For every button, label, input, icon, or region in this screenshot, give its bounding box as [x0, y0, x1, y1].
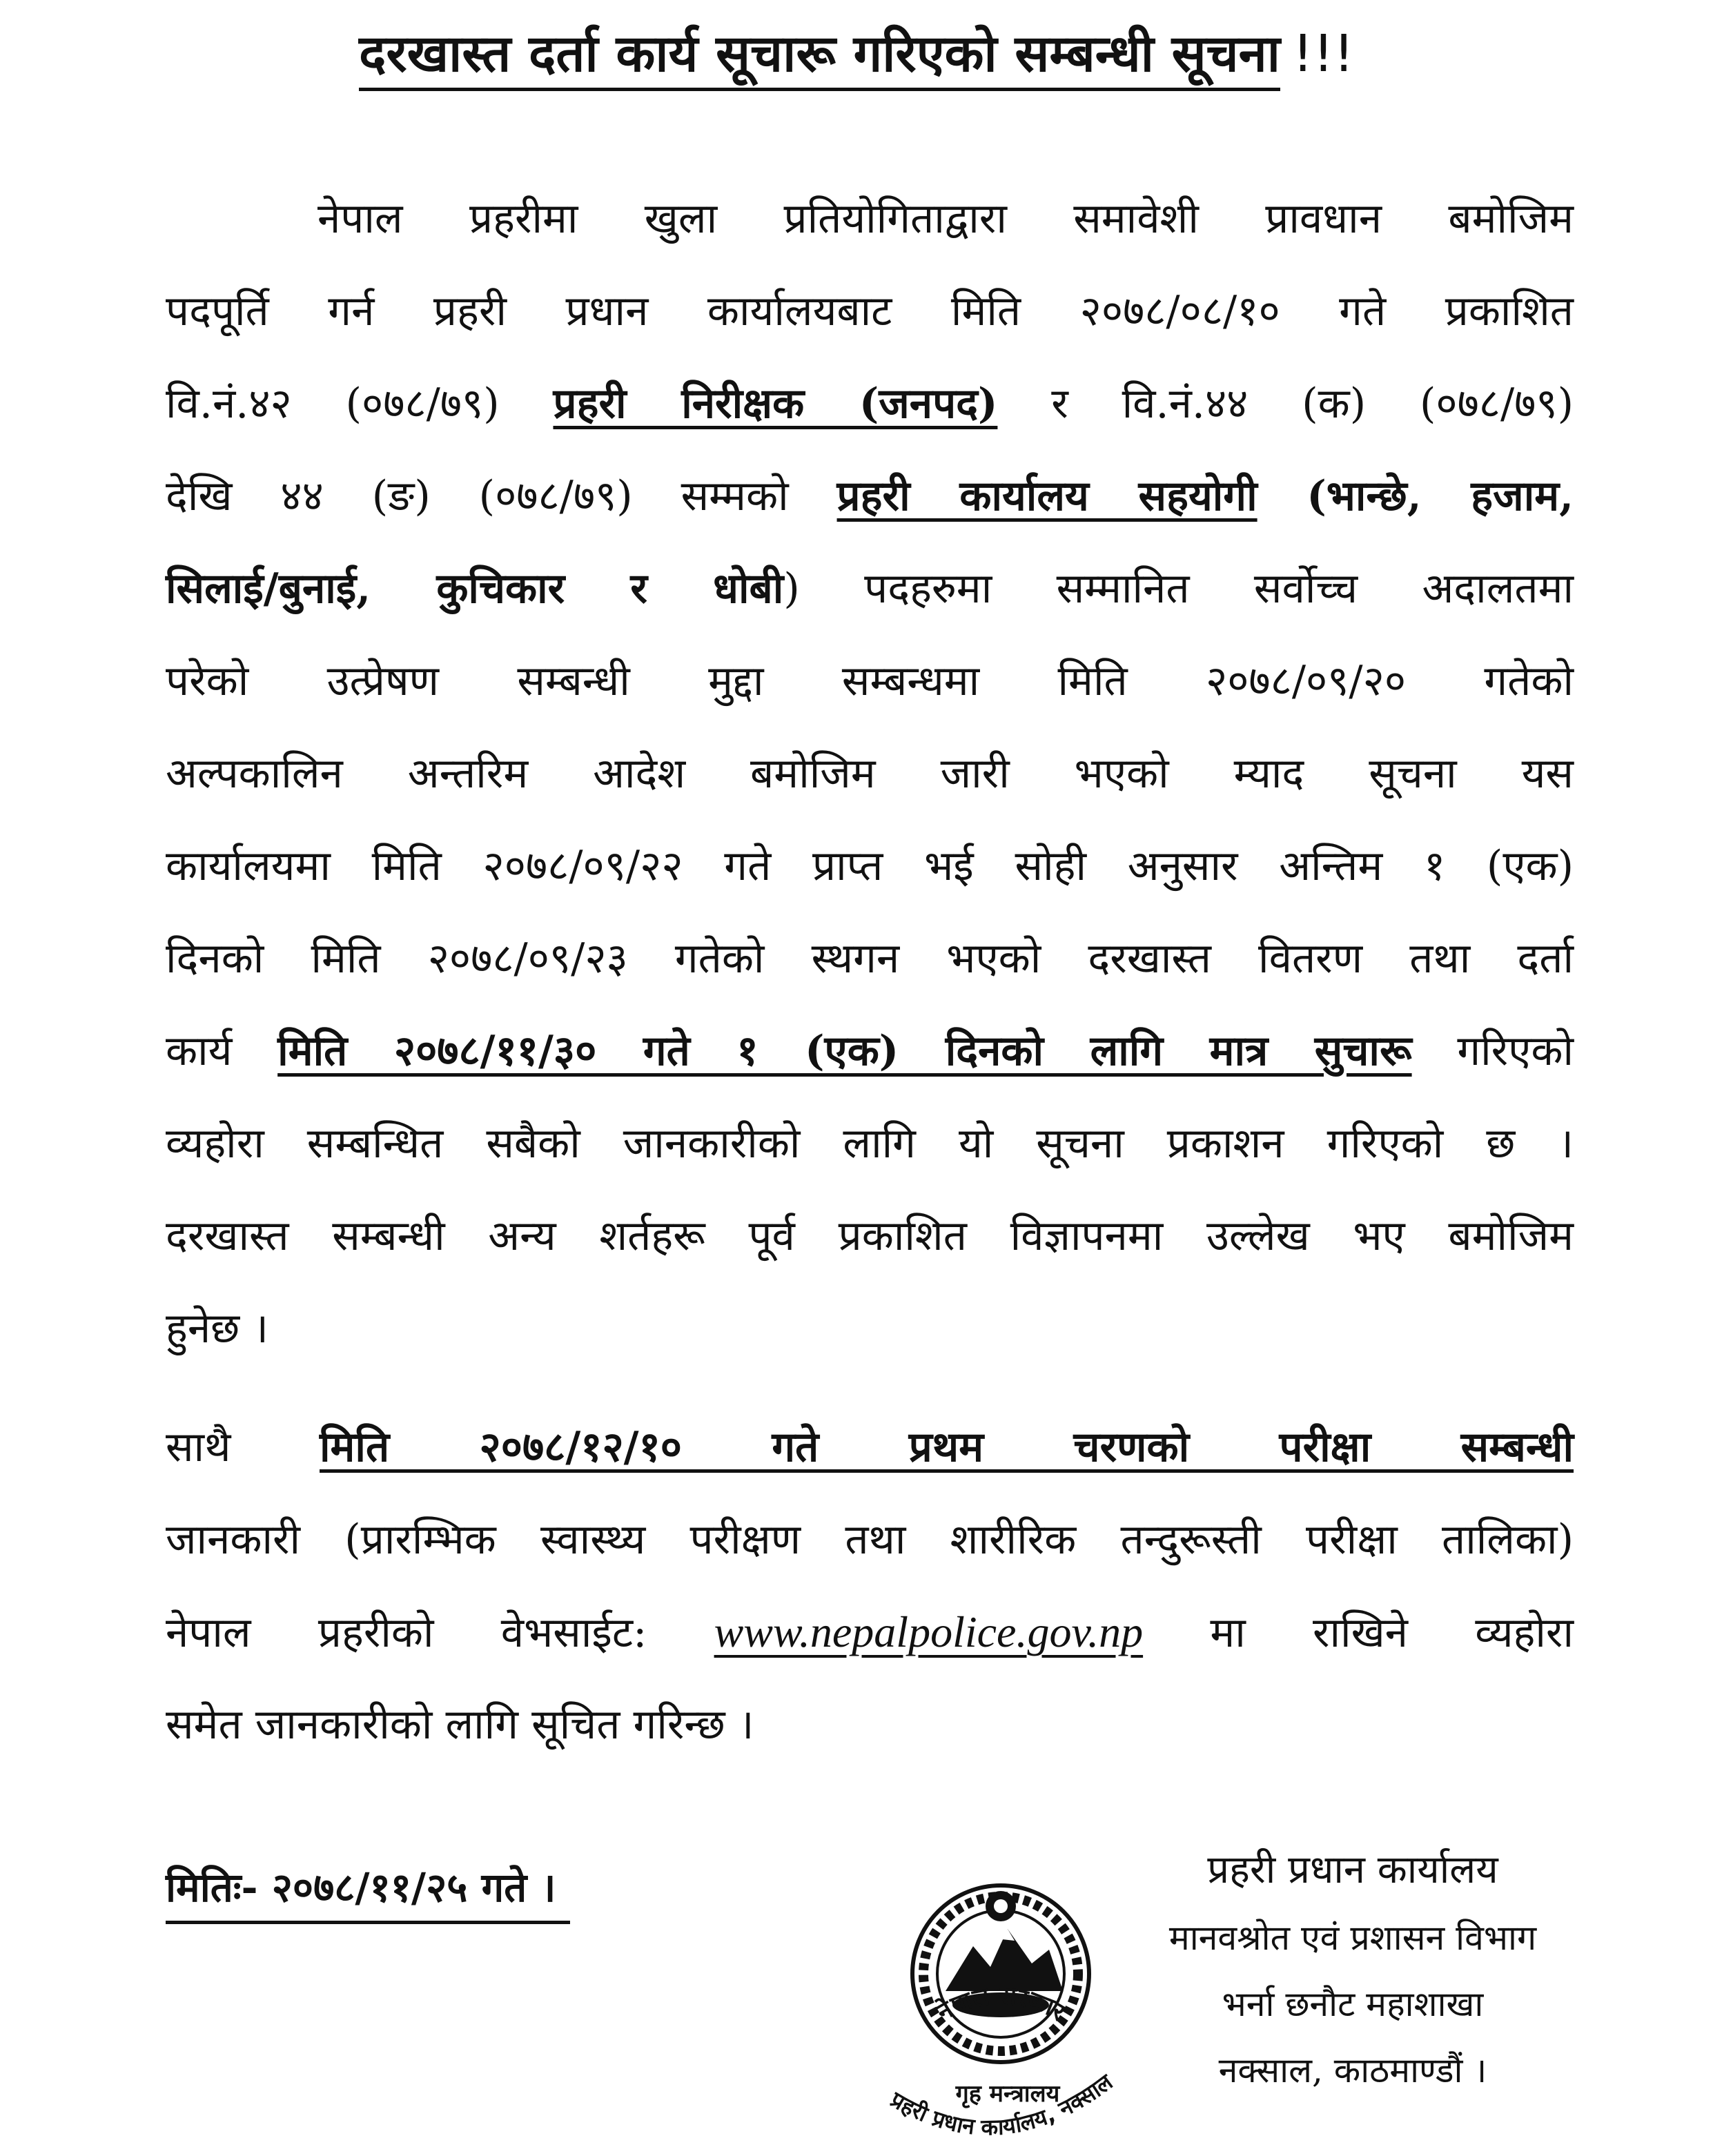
- exam-date-highlight: मिति २०७८/१२/१० गते प्रथम चरणको परीक्षा सम्बन्धी: [320, 1423, 1574, 1471]
- body-text-bold: (भान्छे, हजाम,: [1257, 472, 1574, 520]
- body-line: दरखास्त सम्बन्धी अन्य शर्तहरू पूर्व प्रकाशित विज्ञापनमा उल्लेख भए बमोजिम: [166, 1212, 1574, 1260]
- notice-title-text: दरखास्त दर्ता कार्य सूचारू गरिएको सम्बन्धी सूचना: [359, 24, 1280, 91]
- body-line: [166, 1005, 1574, 1097]
- body-line: पदपूर्ति गर्न प्रहरी प्रधान कार्यालयबाट मिति २०७८/०८/१० गते प्रकाशित: [166, 287, 1574, 335]
- body-text: र वि.नं.४४ (क) (०७८/७९): [997, 380, 1574, 428]
- body-line: [166, 1586, 1574, 1678]
- body-line: हुनेछ ।: [166, 1304, 269, 1353]
- body-text: ) पदहरुमा सम्मानित सर्वोच्च अदालतमा: [783, 565, 1574, 613]
- body-text: नेपाल प्रहरीको वेभसाईट:: [166, 1609, 714, 1657]
- post-office-assistant-highlight: प्रहरी कार्यालय सहयोगी: [836, 472, 1257, 520]
- seal-emblem-icon: [842, 1863, 1159, 2153]
- body-line: अल्पकालिन अन्तरिम आदेश बमोजिम जारी भएको म्याद सूचना यस: [166, 749, 1574, 798]
- body-text-bold: सिलाई/बुनाई, कुचिकार र धोबी: [166, 565, 784, 613]
- signature-branch: भर्ना छनौट महाशाखा: [1222, 1984, 1484, 2024]
- body-line: जानकारी (प्रारम्भिक स्वास्थ्य परीक्षण तथा शारीरिक तन्दुरूस्ती परीक्षा तालिका): [166, 1516, 1574, 1564]
- body-line: कार्यालयमा मिति २०७८/०९/२२ गते प्राप्त भई सोही अनुसार अन्तिम १ (एक): [166, 842, 1574, 890]
- office-seal: [842, 1863, 1159, 2153]
- body-line: नेपाल प्रहरीमा खुला प्रतियोगिताद्वारा समावेशी प्रावधान बमोजिम: [317, 195, 1574, 243]
- body-text: गरिएको: [1411, 1027, 1574, 1075]
- signature-block: [1132, 1836, 1574, 2104]
- website-link[interactable]: www.nepalpolice.gov.np: [714, 1607, 1144, 1656]
- resume-date-highlight: मिति २०७८/११/३० गते १ (एक) दिनको लागि मात्र सुचारू: [277, 1027, 1412, 1075]
- body-text: मा राखिने व्यहोरा: [1143, 1609, 1574, 1657]
- body-text: देखि ४४ (ङ) (०७८/७९) सम्मको: [166, 472, 837, 520]
- seal-text-bottom: प्रहरी प्रधान कार्यालय, नक्साल: [885, 2068, 1118, 2141]
- notice-body-paragraph-1: [166, 173, 1574, 1375]
- body-line: दिनको मिति २०७८/०९/२३ गतेको स्थगन भएको दरखास्त वितरण तथा दर्ता: [166, 934, 1574, 983]
- body-line: समेत जानकारीको लागि सूचित गरिन्छ ।: [166, 1701, 754, 1749]
- notice-body-paragraph-2: [166, 1401, 1574, 1771]
- body-line: [166, 450, 1574, 542]
- seal-text-top: नेपाल सरकार: [932, 1981, 1070, 2027]
- body-text: कार्य: [166, 1027, 278, 1075]
- body-line: [166, 357, 1574, 450]
- post-inspector-highlight: प्रहरी निरीक्षक (जनपद): [553, 380, 998, 428]
- body-line: व्यहोरा सम्बन्धित सबैको जानकारीको लागि यो सूचना प्रकाशन गरिएको छ ।: [166, 1119, 1574, 1168]
- body-line: परेको उत्प्रेषण सम्बन्धी मुद्दा सम्बन्धमा मिति २०७८/०९/२० गतेको: [166, 657, 1574, 705]
- issue-date: मितिः- २०७८/११/२५ गते ।: [166, 1860, 570, 1924]
- body-text: वि.नं.४२ (०७८/७९): [166, 380, 554, 428]
- signature-office: प्रहरी प्रधान कार्यालय: [1207, 1848, 1498, 1892]
- body-text: साथै: [166, 1423, 320, 1471]
- seal-text-middle: गृह मन्त्रालय: [955, 2080, 1060, 2108]
- notice-title-exclaim: !!!: [1292, 24, 1354, 84]
- body-line: [166, 542, 1574, 635]
- signature-location: नक्साल, काठमाण्डौं ।: [1218, 2050, 1487, 2090]
- notice-title: [0, 19, 1713, 88]
- signature-department: मानवश्रोत एवं प्रशासन विभाग: [1168, 1918, 1537, 1958]
- body-line: [166, 1401, 1574, 1493]
